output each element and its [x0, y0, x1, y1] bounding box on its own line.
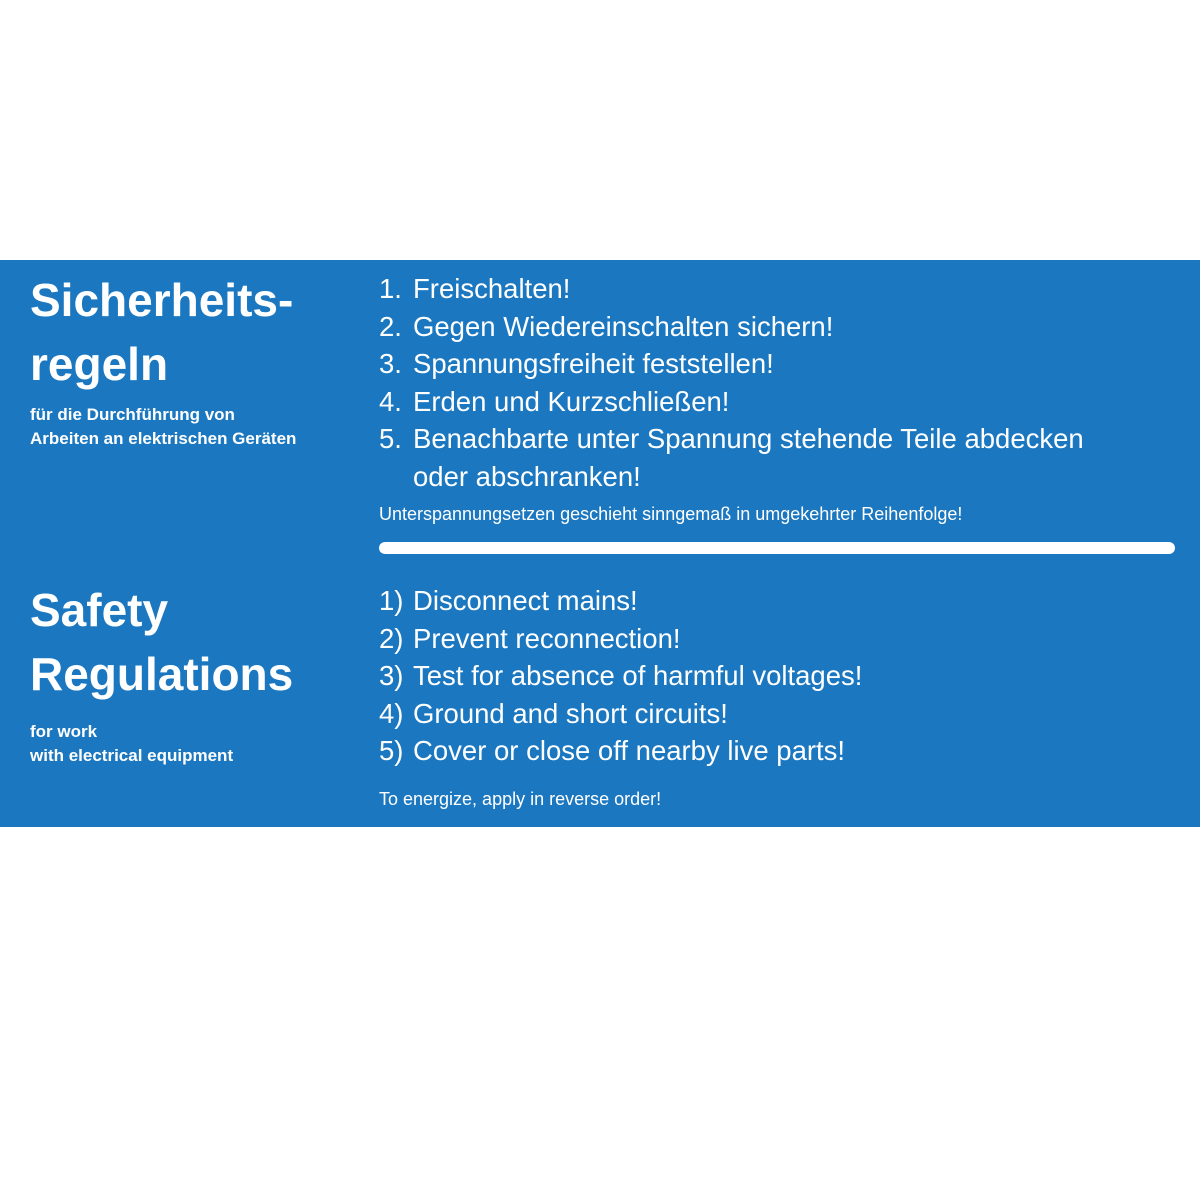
- german-title-line2: regeln: [30, 338, 169, 390]
- rule-text-line2: oder abschranken!: [413, 460, 641, 492]
- german-rule-2: [379, 308, 1084, 346]
- rule-number: 3): [379, 660, 404, 691]
- english-rule-5: [379, 732, 862, 770]
- rule-number: 4.: [379, 385, 402, 417]
- english-subtitle: [30, 720, 233, 768]
- rule-number: 5): [379, 735, 404, 766]
- rule-text: Erden und Kurzschließen!: [413, 385, 730, 417]
- german-rule-4: [379, 383, 1084, 421]
- safety-sign: [0, 260, 1200, 827]
- english-rule-1: [379, 582, 862, 620]
- german-subtitle: [30, 403, 296, 451]
- rule-text: Cover or close off nearby live parts!: [413, 735, 846, 766]
- english-note: To energize, apply in reverse order!: [379, 789, 662, 809]
- rule-text-line1: Benachbarte unter Spannung stehende Teile abdecken: [413, 423, 1084, 454]
- english-rule-2: [379, 620, 862, 658]
- english-title-line1: Safety: [30, 584, 169, 636]
- rule-text: Gegen Wiedereinschalten sichern!: [413, 310, 834, 342]
- rule-text: Prevent reconnection!: [413, 622, 681, 654]
- german-rule-1: [379, 270, 1084, 308]
- german-note: Unterspannungsetzen geschieht sinngemaß in umgekehrter Reihenfolge!: [379, 504, 963, 524]
- rule-number: 2.: [379, 310, 402, 342]
- german-subtitle-line2: Arbeiten an elektrischen Geräten: [30, 429, 297, 448]
- rule-text: [413, 420, 1084, 495]
- rule-number: 2): [379, 622, 404, 654]
- rule-text: Test for absence of harmful voltages!: [413, 660, 863, 691]
- english-subtitle-line2: with electrical equipment: [30, 746, 234, 765]
- english-title: [30, 578, 293, 706]
- german-title: [30, 268, 293, 396]
- english-subtitle-line1: for work: [30, 722, 98, 741]
- german-title-line1: Sicherheits-: [30, 274, 294, 326]
- english-rule-4: [379, 695, 862, 733]
- rule-number: 1.: [379, 273, 402, 304]
- german-rule-5: [379, 420, 1084, 495]
- german-rules-list: [379, 270, 1084, 495]
- section-divider: [379, 542, 1175, 554]
- rule-number: 3.: [379, 348, 402, 379]
- rule-text: Ground and short circuits!: [413, 697, 728, 729]
- rule-number: 5.: [379, 423, 402, 454]
- english-rules-list: [379, 582, 862, 770]
- german-rule-3: [379, 345, 1084, 383]
- german-subtitle-line1: für die Durchführung von: [30, 405, 235, 424]
- rule-number: 1): [379, 585, 404, 616]
- rule-text: Freischalten!: [413, 273, 571, 304]
- rule-text: Spannungsfreiheit feststellen!: [413, 348, 774, 379]
- rule-number: 4): [379, 697, 404, 729]
- english-rule-3: [379, 657, 862, 695]
- rule-text: Disconnect mains!: [413, 585, 638, 616]
- english-title-line2: Regulations: [30, 648, 294, 700]
